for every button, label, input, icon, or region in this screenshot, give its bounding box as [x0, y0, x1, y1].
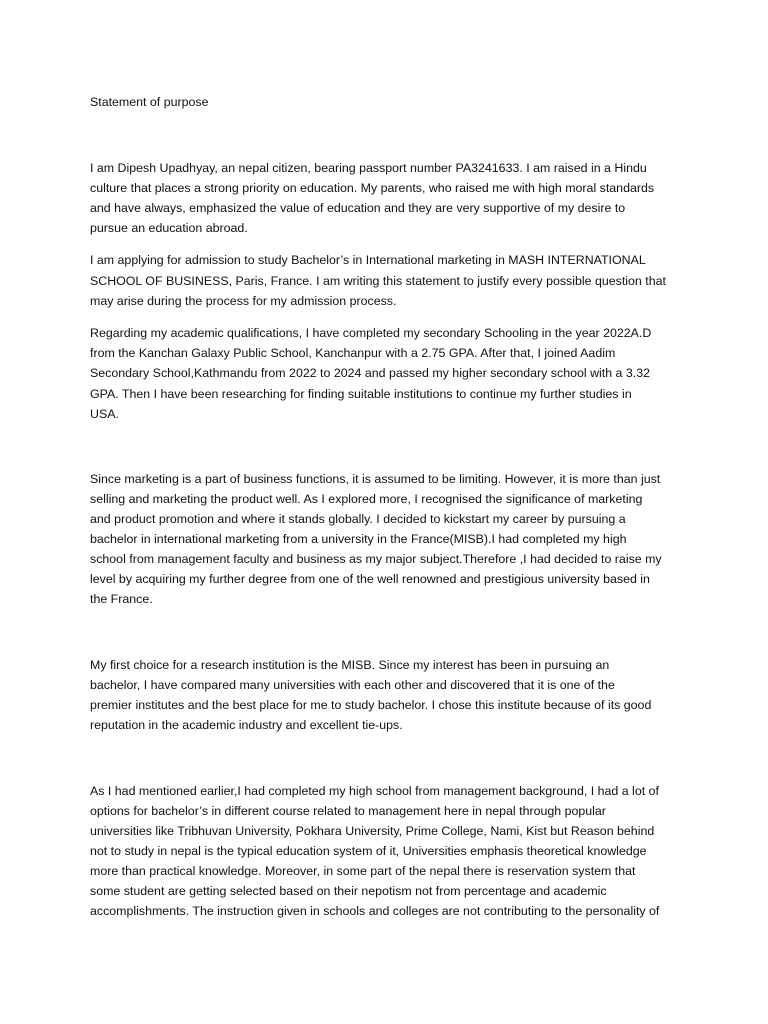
document-title: Statement of purpose — [90, 95, 209, 109]
paragraph-line: and product promotion and where it stands globally. I decided to kickstart my career by pursuing a — [90, 512, 626, 526]
paragraph-line: may arise during the process for my admission process. — [90, 294, 397, 308]
paragraph-line: reputation in the academic industry and excellent tie-ups. — [90, 718, 403, 732]
paragraph-line: the France. — [90, 592, 153, 606]
paragraph-line: some student are getting selected based on their nepotism not from percentage and academic — [90, 884, 607, 898]
paragraph-line: Since marketing is a part of business functions, it is assumed to be limiting. However, it is more than just — [90, 472, 661, 486]
paragraph-line: USA. — [90, 407, 119, 421]
paragraph-line: As I had mentioned earlier,I had completed my high school from management background, I had a lot of — [90, 784, 659, 798]
paragraph-line: universities like Tribhuvan University, Pokhara University, Prime College, Nami, Kist but Reason behind — [90, 824, 655, 838]
paragraph-line: level by acquiring my further degree from one of the well renowned and prestigious university based in — [90, 572, 650, 586]
paragraph-line: I am applying for admission to study Bachelor’s in International marketing in MASH INTERNATIONAL — [90, 253, 646, 267]
paragraph-line: bachelor in international marketing from a university in the France(MISB).I had completed my high — [90, 532, 627, 546]
paragraph-line: Secondary School,Kathmandu from 2022 to 2024 and passed my higher secondary school with a 3.32 — [90, 366, 650, 380]
paragraph-line: premier institutes and the best place for me to study bachelor. I chose this institute because of its good — [90, 698, 652, 712]
paragraph-line: from the Kanchan Galaxy Public School, Kanchanpur with a 2.75 GPA. After that, I joined Aadim — [90, 346, 616, 360]
paragraph-line: bachelor, I have compared many universities with each other and discovered that it is one of the — [90, 678, 615, 692]
paragraph-line: school from management faculty and business as my major subject.Therefore ,I had decided to raise my — [90, 552, 662, 566]
paragraph-line: culture that places a strong priority on education. My parents, who raised me with high moral standards — [90, 181, 655, 195]
paragraph-line: SCHOOL OF BUSINESS, Paris, France. I am writing this statement to justify every possible question that — [90, 274, 666, 288]
paragraph-line: and have always, emphasized the value of education and they are very supportive of my desire to — [90, 201, 626, 215]
paragraph-line: options for bachelor’s in different course related to management here in nepal through popular — [90, 804, 606, 818]
paragraph-line: pursue an education abroad. — [90, 221, 248, 235]
paragraph-line: selling and marketing the product well. As I explored more, I recognised the significance of marketing — [90, 492, 643, 506]
paragraph-line: GPA. Then I have been researching for finding suitable institutions to continue my further studies in — [90, 387, 632, 401]
paragraph-line: My first choice for a research institution is the MISB. Since my interest has been in pursuing an — [90, 658, 610, 672]
paragraph-line: Regarding my academic qualifications, I have completed my secondary Schooling in the year 2022A.D — [90, 326, 652, 340]
paragraph-line: accomplishments. The instruction given in schools and colleges are not contributing to the personality of — [90, 904, 660, 918]
paragraph-line: I am Dipesh Upadhyay, an nepal citizen, bearing passport number PA3241633. I am raised in a Hindu — [90, 161, 647, 175]
paragraph-line: not to study in nepal is the typical education system of it, Universities emphasis theoretical knowledge — [90, 844, 647, 858]
paragraph-line: more than practical knowledge. Moreover, in some part of the nepal there is reservation system that — [90, 864, 636, 878]
